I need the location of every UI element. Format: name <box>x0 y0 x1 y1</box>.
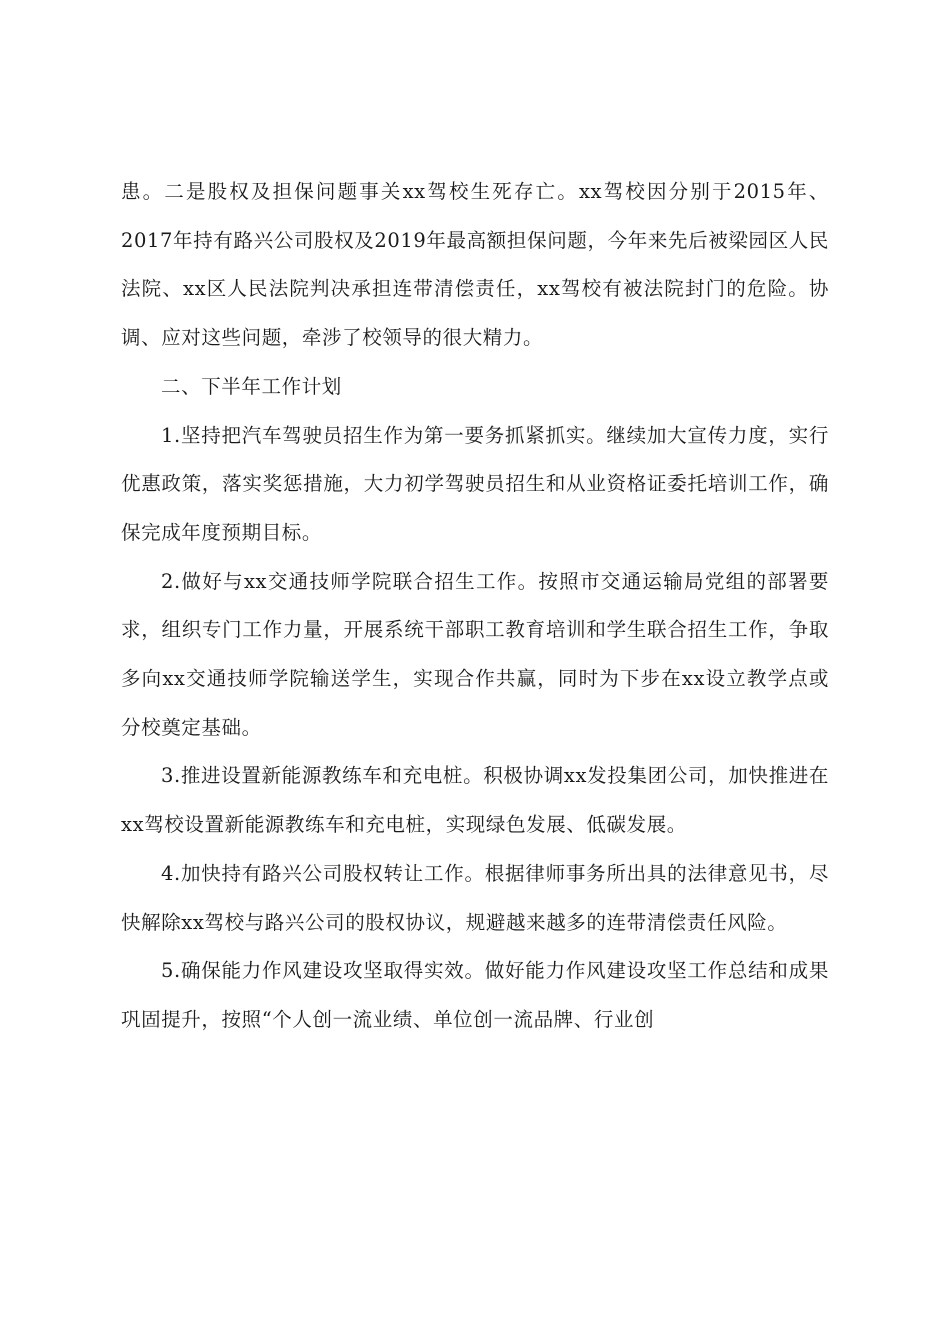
plan-item-4: 4.加快持有路兴公司股权转让工作。根据律师事务所出具的法律意见书，尽快解除xx驾校与路兴公司的股权协议，规避越来越多的连带清偿责任风险。 <box>121 861 829 934</box>
plan-item-5: 5.确保能力作风建设攻坚取得实效。做好能力作风建设攻坚工作总结和成果巩固提升，按照“个人创一流业绩、单位创一流品牌、行业创 <box>121 959 829 1031</box>
plan-item-1: 1.坚持把汽车驾驶员招生作为第一要务抓紧抓实。继续加大宣传力度，实行优惠政策，落实奖惩措施，大力初学驾驶员招生和从业资格证委托培训工作，确保完成年度预期目标。 <box>121 423 829 544</box>
paragraph-continuation: 患。二是股权及担保问题事关xx驾校生死存亡。xx驾校因分别于2015年、2017年持有路兴公司股权及2019年最高额担保问题，今年来先后被梁园区人民法院、xx区人民法院判决承担连带清偿责任，xx驾校有被法院封门的危险。协调、应对这些问题，牵涉了校领导的很大精力。 <box>121 180 829 350</box>
plan-item-3: 3.推进设置新能源教练车和充电桩。积极协调xx发投集团公司，加快推进在xx驾校设置新能源教练车和充电桩，实现绿色发展、低碳发展。 <box>121 764 829 837</box>
plan-item-2: 2.做好与xx交通技师学院联合招生工作。按照市交通运输局党组的部署要求，组织专门工作力量，开展系统干部职工教育培训和学生联合招生工作，争取多向xx交通技师学院输送学生，实现合作共赢，同时为下步在xx设立教学点或分校奠定基础。 <box>121 569 829 739</box>
document-body <box>121 168 829 1045</box>
section-heading-second-half-plan: 二、下半年工作计划 <box>161 374 342 398</box>
